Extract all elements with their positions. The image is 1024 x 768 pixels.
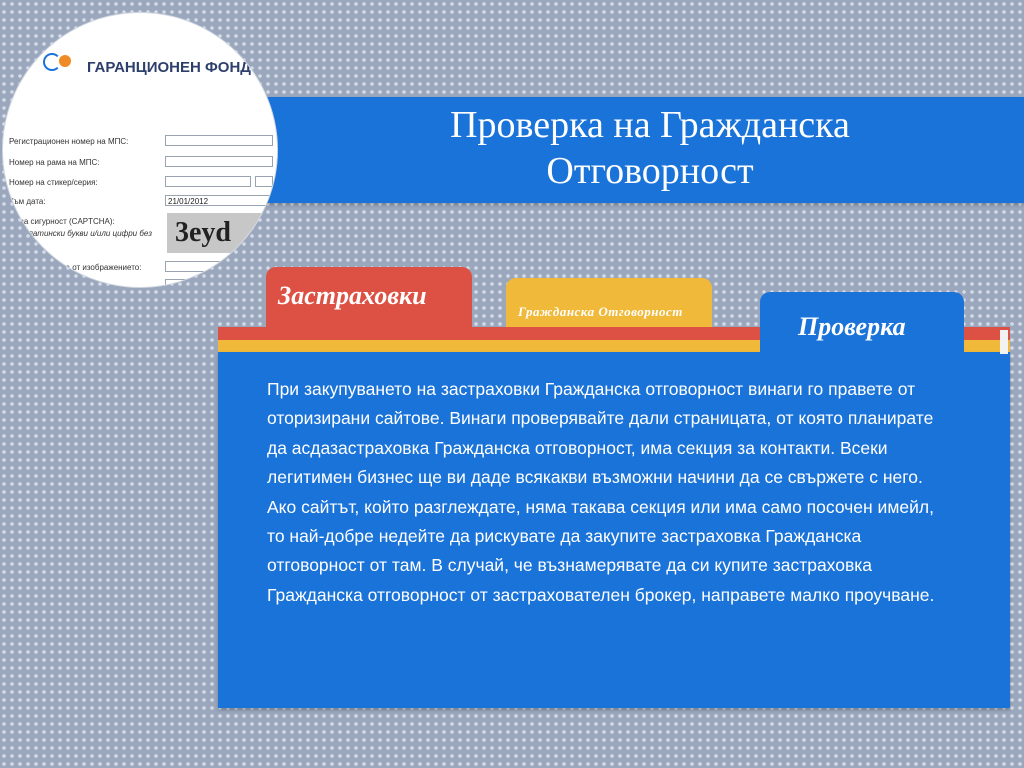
form-label: Към дата: [9,197,46,206]
page-title [272,102,1024,194]
form-input [165,156,273,167]
form-input [165,176,251,187]
captcha-hint: алки латински букви и/или цифри без [9,229,152,238]
form-input [165,135,273,146]
captcha-label: од за сигурност (CAPTCHA): [9,217,115,226]
logo-dot-icon [59,55,71,67]
form-screenshot-image [2,12,278,288]
title-line-2: Отговорност [546,150,754,192]
code-input [165,261,273,272]
captcha-image: 3eyd [167,213,265,253]
form-label: Номер на рама на МПС: [9,158,100,167]
form-input-series [255,176,273,187]
tab-verification[interactable]: Проверка [760,292,964,362]
tab-civil-liability[interactable]: Гражданска Отговорност [506,278,712,340]
form-label: Регистрационен номер на МПС: [9,137,129,146]
code-label: кода от изображението: [53,263,142,272]
body-text: При закупуването на застраховки Гражданска отговорност винаги го правете от оторизирани сайтове. Винаги проверявайте дали страницата, от която планирате да асдазастраховка Гражданска отговорност, има секция за контакти. Всеки легитимен бизнес ще ви даде всякакви възможни начини да се свържете с него. Ако сайтът, който разглеждате, няма такава секция или има само посочен имейл, то най-добре недейте да рискувате да закупите застраховка Гражданска отговорност от там. В случай, че възнамерявате да си купите застраховка Гражданска отговорност от застрахователен брокер, направете малко проучване. [267,379,935,605]
stripe-end-cap [1000,330,1008,354]
captcha-hint-2: евали) [9,241,34,250]
form-label: Номер на стикер/серия: [9,178,98,187]
title-line-1: Проверка на Гражданска [450,104,850,146]
form-input-extra [165,279,273,288]
logo-text: ГАРАНЦИОНЕН ФОНД [87,59,251,76]
date-input: 21/01/2012 [165,195,273,206]
tab-insurance[interactable]: Застраховки [266,267,472,339]
